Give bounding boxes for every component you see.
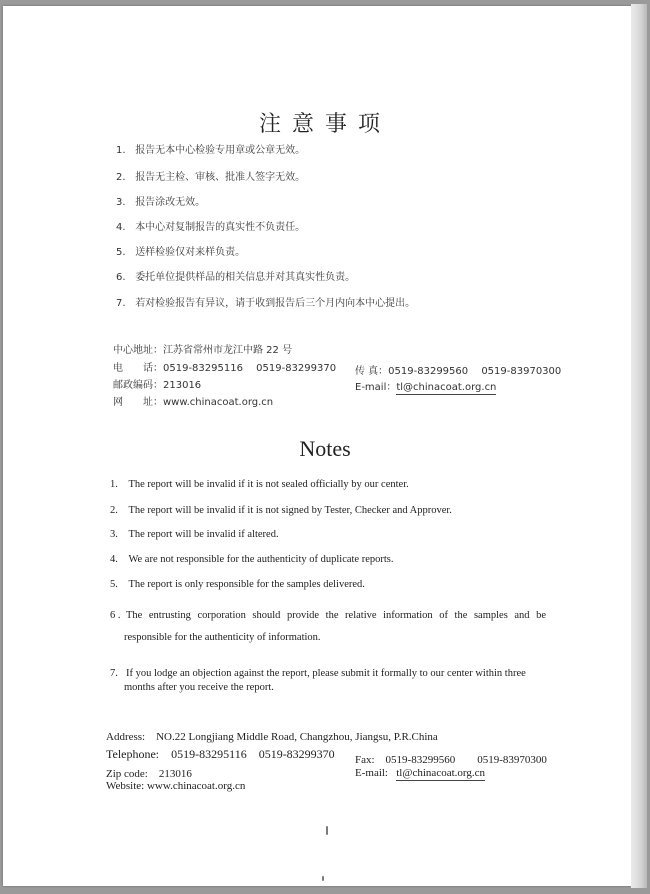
en-zip-code: Zip code: 213016 bbox=[106, 768, 192, 780]
zh-title: 注意事项 bbox=[258, 112, 391, 137]
en-note-item bbox=[110, 579, 365, 590]
zh-note-number: 7. bbox=[116, 298, 126, 309]
zh-note-item bbox=[116, 294, 415, 309]
zh-note-text: 报告涂改无效。 bbox=[135, 197, 206, 208]
en-note-item bbox=[110, 505, 452, 516]
zh-note-number: 3. bbox=[116, 197, 126, 208]
zh-note-text: 报告无本中心检验专用章或公章无效。 bbox=[135, 145, 306, 156]
en-note-item bbox=[110, 667, 550, 695]
zh-fax: 传 真：0519-83299560 0519-83970300 bbox=[355, 366, 562, 377]
en-note-number: 4. bbox=[110, 554, 118, 565]
zh-telephone: 电 话：0519-83295116 0519-83299370 bbox=[113, 363, 337, 374]
en-title: Notes bbox=[299, 436, 351, 461]
en-note-text-line1: The entrusting corporation should provide the relative information of the samples and be bbox=[126, 610, 546, 621]
zh-note-text: 若对检验报告有异议，请于收到报告后三个月内向本中心提出。 bbox=[135, 298, 416, 309]
en-note-text-line1: If you lodge an objection against the report, please submit it formally to our center within three bbox=[126, 668, 526, 679]
en-note-number: 6 . bbox=[110, 610, 121, 621]
en-email-label: E-mail: bbox=[355, 767, 388, 779]
zh-email-row bbox=[355, 378, 496, 393]
en-website[interactable]: Website: www.chinacoat.org.cn bbox=[106, 780, 246, 792]
zh-note-number: 1. bbox=[116, 145, 126, 156]
en-note-item bbox=[110, 554, 394, 565]
zh-note-item bbox=[116, 193, 205, 208]
zh-note-number: 4. bbox=[116, 222, 126, 233]
en-note-text: The report will be invalid if it is not signed by Tester, Checker and Approver. bbox=[128, 505, 452, 516]
en-note-text: The report will be invalid if it is not sealed officially by our center. bbox=[128, 479, 409, 490]
zh-email-label: E-mail： bbox=[355, 382, 397, 393]
zh-note-text: 送样检验仅对来样负责。 bbox=[135, 247, 246, 258]
en-note-number: 5. bbox=[110, 579, 118, 590]
zh-note-item bbox=[116, 243, 245, 258]
zh-website[interactable]: 网 址：www.chinacoat.org.cn bbox=[113, 397, 274, 408]
en-telephone: Telephone: 0519-83295116 0519-83299370 bbox=[106, 747, 335, 761]
scan-speck bbox=[326, 826, 328, 835]
zh-note-item bbox=[116, 218, 305, 233]
en-note-text: The report is only responsible for the samples delivered. bbox=[128, 579, 365, 590]
en-note-text-line2: months after you receive the report. bbox=[124, 682, 274, 693]
en-note-item bbox=[110, 605, 550, 649]
en-email-link[interactable]: tl@chinacoat.org.cn bbox=[396, 767, 485, 779]
en-note-number: 7. bbox=[110, 668, 118, 679]
en-fax: Fax: 0519-83299560 0519-83970300 bbox=[355, 754, 547, 766]
zh-note-number: 2. bbox=[116, 172, 126, 183]
en-note-text: We are not responsible for the authenticity of duplicate reports. bbox=[128, 554, 394, 565]
zh-note-text: 委托单位提供样品的相关信息并对其真实性负责。 bbox=[135, 272, 356, 283]
zh-zip-code: 邮政编码：213016 bbox=[113, 380, 202, 391]
zh-address: 中心地址：江苏省常州市龙江中路 22 号 bbox=[113, 345, 293, 356]
scan-speck bbox=[322, 876, 324, 881]
en-note-number: 1. bbox=[110, 479, 118, 490]
en-note-text-line2: responsible for the authenticity of information. bbox=[124, 632, 321, 643]
zh-note-text: 报告无主检、审核、批准人签字无效。 bbox=[135, 172, 306, 183]
en-note-item bbox=[110, 479, 409, 490]
en-note-text: The report will be invalid if altered. bbox=[128, 529, 279, 540]
en-address: Address: NO.22 Longjiang Middle Road, Changzhou, Jiangsu, P.R.China bbox=[106, 731, 438, 743]
en-note-item bbox=[110, 529, 279, 540]
zh-note-item bbox=[116, 141, 305, 156]
zh-email-link[interactable]: tl@chinacoat.org.cn bbox=[396, 382, 497, 393]
en-note-number: 3. bbox=[110, 529, 118, 540]
en-email-row bbox=[355, 767, 485, 779]
zh-note-number: 5. bbox=[116, 247, 126, 258]
en-note-number: 2. bbox=[110, 505, 118, 516]
zh-note-number: 6. bbox=[116, 272, 126, 283]
zh-note-item bbox=[116, 168, 305, 183]
zh-note-item bbox=[116, 268, 355, 283]
zh-note-text: 本中心对复制报告的真实性不负责任。 bbox=[135, 222, 306, 233]
